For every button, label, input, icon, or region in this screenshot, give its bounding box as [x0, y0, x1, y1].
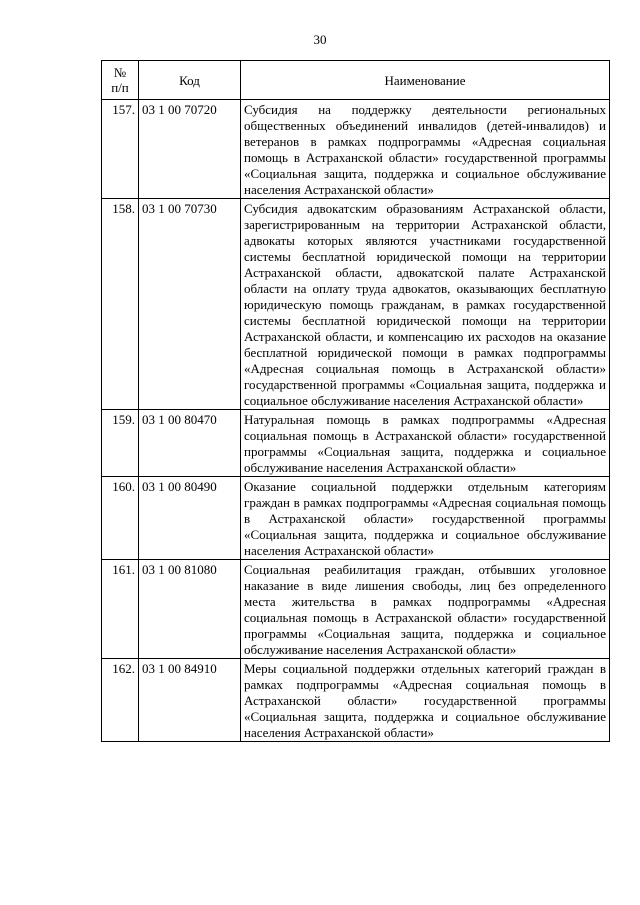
header-name [241, 61, 610, 100]
row-number: 161. [102, 560, 139, 659]
header-number [102, 61, 139, 100]
row-code: 03 1 00 84910 [139, 659, 241, 742]
table-header-row [102, 61, 610, 100]
table-row [102, 560, 610, 659]
row-name: Меры социальной поддержки отдельных категорий граждан в рамках подпрограммы «Адресная социальная помощь в Астраханской области» государственной программы «Социальная защита, поддержка и социальное обслуживание населения Астраханской области» [241, 659, 610, 742]
row-number: 157. [102, 100, 139, 199]
row-code: 03 1 00 70730 [139, 199, 241, 410]
row-code: 03 1 00 70720 [139, 100, 241, 199]
header-name-label: Наименование [384, 72, 466, 88]
row-code: 03 1 00 80490 [139, 477, 241, 560]
row-name: Натуральная помощь в рамках подпрограммы «Адресная социальная помощь в Астраханской области» государственной программы «Социальная защита, поддержка и социальное обслуживание населения Астраханской области» [241, 410, 610, 477]
row-name: Оказание социальной поддержки отдельным категориям граждан в рамках подпрограммы «Адресная социальная помощь в Астраханской области» государственной программы «Социальная защита, поддержка и социальное обслуживание населения Астраханской области» [241, 477, 610, 560]
row-name: Субсидия на поддержку деятельности региональных общественных объединений инвалидов (детей-инвалидов) и ветеранов в рамках подпрограммы «Адресная социальная помощь в Астраханской области» государственной программы «Социальная защита, поддержка и социальное обслуживание населения Астраханской области» [241, 100, 610, 199]
table-row [102, 199, 610, 410]
table-row [102, 659, 610, 742]
table-row [102, 100, 610, 199]
row-number: 162. [102, 659, 139, 742]
header-code-label: Код [179, 72, 200, 88]
page-number: 30 [313, 32, 327, 47]
row-code: 03 1 00 80470 [139, 410, 241, 477]
table-row [102, 477, 610, 560]
row-number: 158. [102, 199, 139, 410]
budget-code-table [101, 60, 610, 742]
table-row [102, 410, 610, 477]
header-number-label: № п/п [111, 65, 129, 95]
row-number: 160. [102, 477, 139, 560]
header-code [139, 61, 241, 100]
page-bottom-margin [0, 850, 640, 905]
row-code: 03 1 00 81080 [139, 560, 241, 659]
row-name: Субсидия адвокатским образованиям Астраханской области, зарегистрированным на территории Астраханской области, адвокаты которых являются участниками государственной системы бесплатной юридической помощи на территории Астраханской области, адвокатской палате Астраханской области на оплату труда адвокатов, оказывающих бесплатную юридическую помощь гражданам, в рамках государственной системы бесплатной юридической помощи на территории Астраханской области, и компенсацию их расходов на оказание бесплатной юридической помощи в рамках подпрограммы «Адресная социальная помощь в Астраханской области» государственной программы «Социальная защита, поддержка и социальное обслуживание населения Астраханской области» [241, 199, 610, 410]
row-number: 159. [102, 410, 139, 477]
row-name: Социальная реабилитация граждан, отбывших уголовное наказание в виде лишения свободы, лиц без определенного места жительства в рамках подпрограммы «Адресная социальная помощь в Астраханской области» государственной программы «Социальная защита, поддержка и социальное обслуживание населения Астраханской области» [241, 560, 610, 659]
